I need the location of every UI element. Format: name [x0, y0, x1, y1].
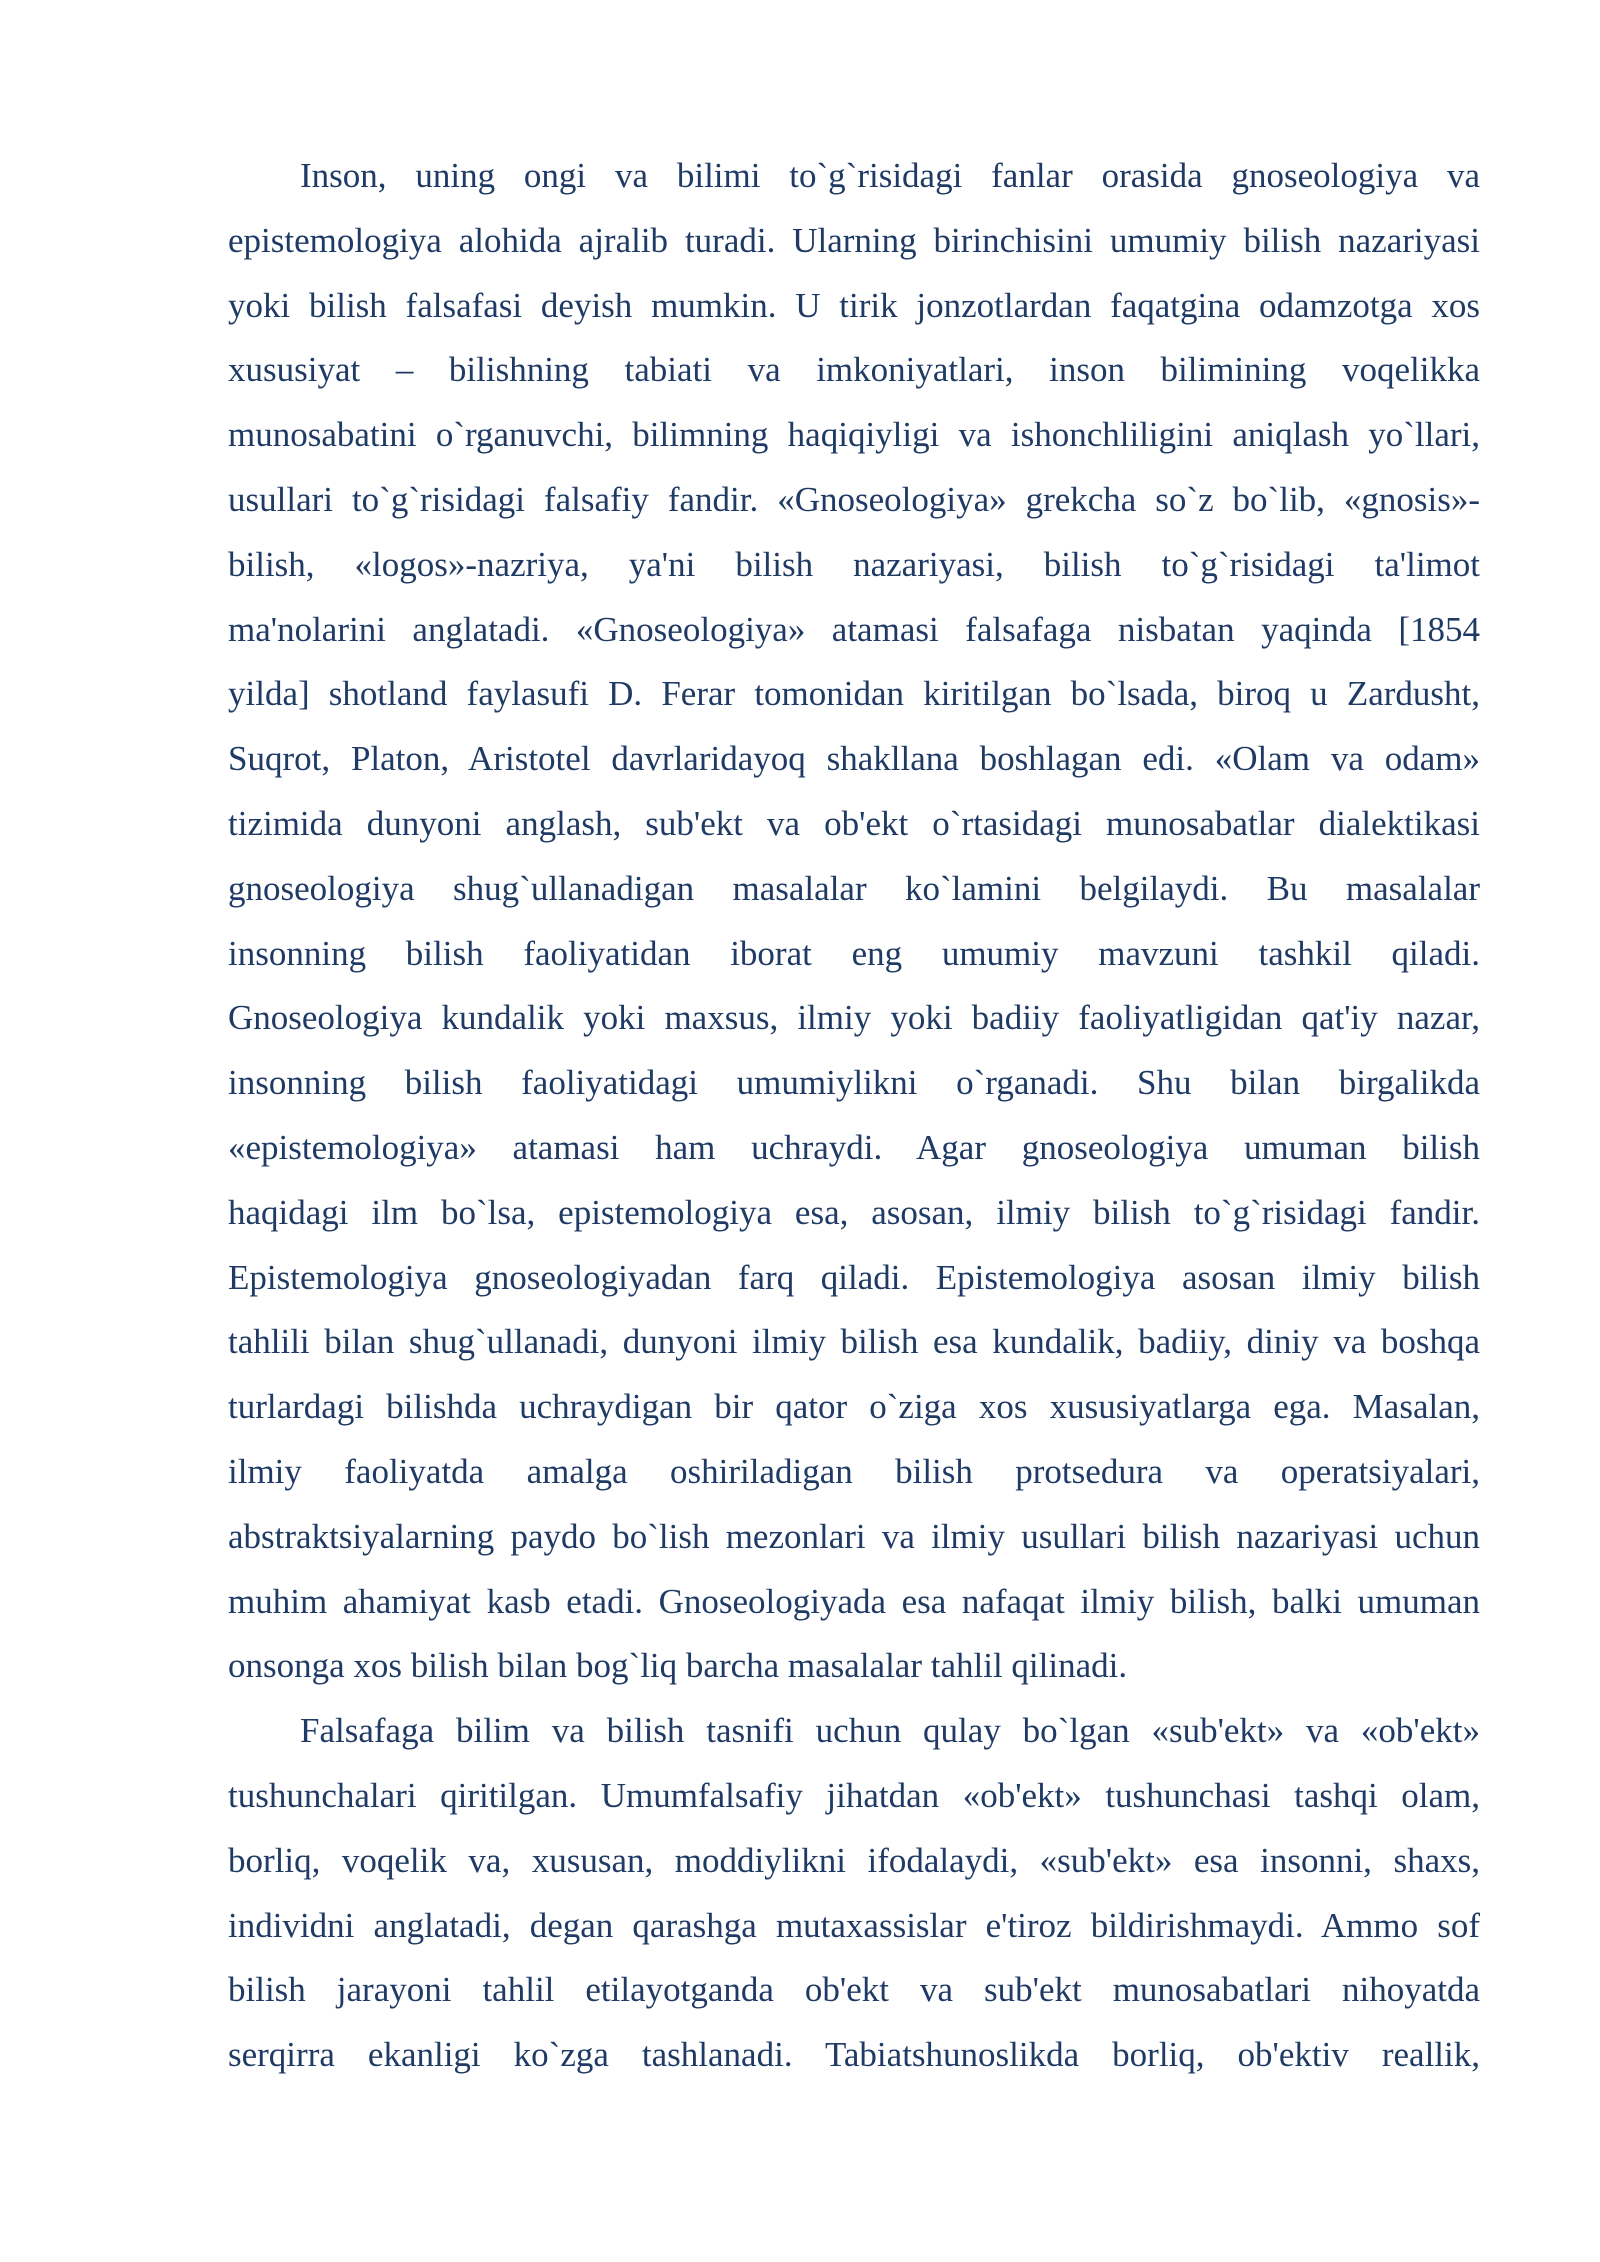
text-line: Epistemologiya gnoseologiyadan farq qiladi. Epistemologiya asosan ilmiy bilish	[228, 1257, 1480, 1297]
text-line: insonning bilish faoliyatidan iborat eng umumiy mavzuni tashkil qiladi.	[228, 933, 1480, 973]
text-line: individni anglatadi, degan qarashga mutaxassislar e'tiroz bildirishmaydi. Ammo sof	[228, 1905, 1480, 1945]
text-line: Gnoseologiya kundalik yoki maxsus, ilmiy yoki badiiy faoliyatligidan qat'iy nazar,	[228, 998, 1480, 1038]
paragraph-2	[228, 1705, 1480, 2094]
text-line: Suqrot, Platon, Aristotel davrlaridayoq shakllana boshlagan edi. «Olam va odam»	[228, 739, 1480, 779]
text-line: onsonga xos bilish bilan bog`liq barcha masalalar tahlil qilinadi.	[228, 1646, 1128, 1686]
text-line: Inson, uning ongi va bilimi to`g`risidagi fanlar orasida gnoseologiya va	[300, 156, 1480, 195]
text-line: gnoseologiya shug`ullanadigan masalalar ko`lamini belgilaydi. Bu masalalar	[228, 868, 1480, 908]
text-line: «epistemologiya» atamasi ham uchraydi. Agar gnoseologiya umuman bilish	[228, 1127, 1480, 1167]
text-line: usullari to`g`risidagi falsafiy fandir. «Gnoseologiya» grekcha so`z bo`lib, «gnosis»-	[228, 479, 1480, 519]
text-line: munosabatini o`rganuvchi, bilimning haqiqiyligi va ishonchliligini aniqlash yo`llari,	[228, 415, 1480, 455]
text-line: yilda] shotland faylasufi D. Ferar tomonidan kiritilgan bo`lsada, biroq u Zardusht,	[228, 674, 1480, 714]
text-line: xususiyat – bilishning tabiati va imkoniyatlari, inson bilimining voqelikka	[228, 350, 1480, 390]
paragraph-1	[228, 150, 1480, 1705]
text-line: Falsafaga bilim va bilish tasnifi uchun qulay bo`lgan «sub'ekt» va «ob'ekt»	[300, 1711, 1480, 1751]
text-line: turlardagi bilishda uchraydigan bir qator o`ziga xos xususiyatlarga ega. Masalan,	[228, 1387, 1480, 1427]
text-line: bilish, «logos»-nazriya, ya'ni bilish nazariyasi, bilish to`g`risidagi ta'limot	[228, 544, 1480, 584]
text-line: ilmiy faoliyatda amalga oshiriladigan bilish protsedura va operatsiyalari,	[228, 1451, 1480, 1491]
text-line: yoki bilish falsafasi deyish mumkin. U tirik jonzotlardan faqatgina odamzotga xos	[228, 285, 1480, 325]
document-body	[228, 150, 1480, 2094]
text-line: haqidagi ilm bo`lsa, epistemologiya esa, asosan, ilmiy bilish to`g`risidagi fandir.	[228, 1192, 1480, 1232]
text-line: epistemologiya alohida ajralib turadi. Ularning birinchisini umumiy bilish nazariyasi	[228, 220, 1480, 260]
text-line: serqirra ekanligi ko`zga tashlanadi. Tabiatshunoslikda borliq, ob'ektiv reallik,	[228, 2035, 1480, 2075]
text-line: abstraktsiyalarning paydo bo`lish mezonlari va ilmiy usullari bilish nazariyasi uchun	[228, 1516, 1480, 1556]
text-line: ma'nolarini anglatadi. «Gnoseologiya» atamasi falsafaga nisbatan yaqinda [1854	[228, 609, 1480, 649]
text-line: muhim ahamiyat kasb etadi. Gnoseologiyada esa nafaqat ilmiy bilish, balki umuman	[228, 1581, 1480, 1621]
text-line: insonning bilish faoliyatidagi umumiylikni o`rganadi. Shu bilan birgalikda	[228, 1063, 1480, 1103]
text-line: bilish jarayoni tahlil etilayotganda ob'ekt va sub'ekt munosabatlari nihoyatda	[228, 1970, 1480, 2010]
text-line: borliq, voqelik va, xususan, moddiylikni ifodalaydi, «sub'ekt» esa insonni, shaxs,	[228, 1840, 1480, 1880]
text-line: tahlili bilan shug`ullanadi, dunyoni ilmiy bilish esa kundalik, badiiy, diniy va boshqa	[228, 1322, 1480, 1362]
text-line: tizimida dunyoni anglash, sub'ekt va ob'ekt o`rtasidagi munosabatlar dialektikasi	[228, 803, 1480, 843]
text-line: tushunchalari qiritilgan. Umumfalsafiy jihatdan «ob'ekt» tushunchasi tashqi olam,	[228, 1775, 1480, 1815]
